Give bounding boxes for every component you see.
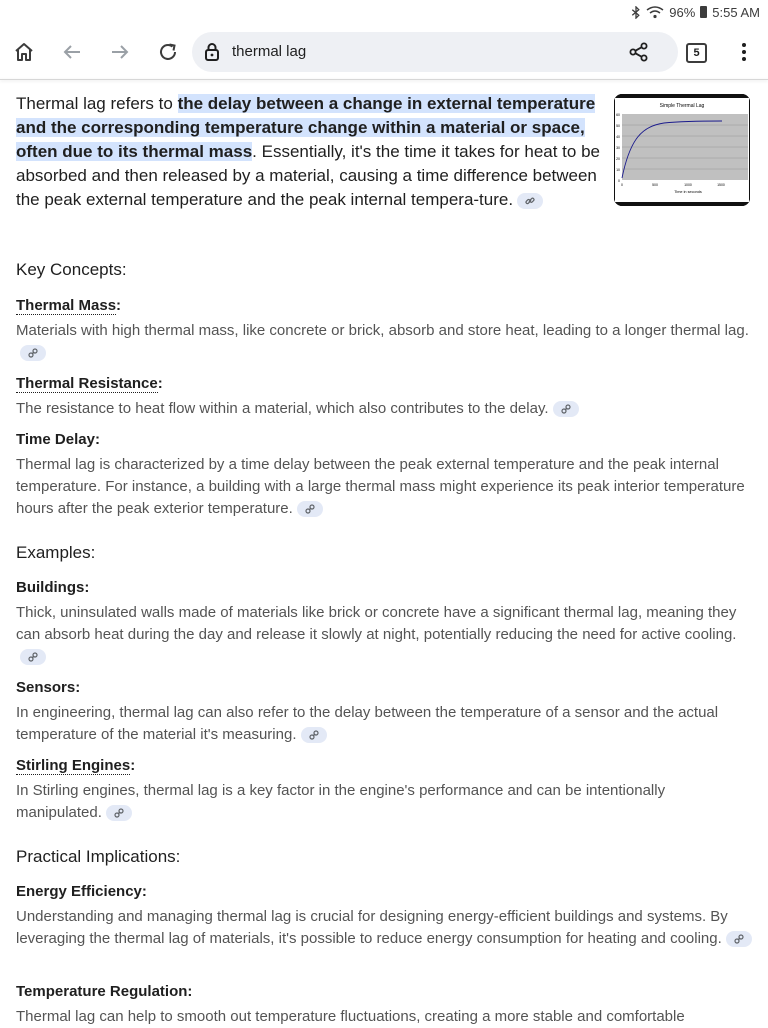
desc-energy-efficiency: Understanding and managing thermal lag is crucial for designing energy-efficient buildings and systems. By leveraging the thermal lag of materials, it's possible to reduce energy consumption for heating and cooling. [16,906,752,950]
link-icon [309,730,319,740]
desc-buildings: Thick, uninsulated walls made of materials like brick or concrete have a significant thermal lag, meaning they can absorb heat during the day and release it slowly at night, potentially reducing the need for active cooling. [16,602,752,668]
term-time-delay: Time Delay: [16,431,100,448]
thumb-xtick: 1500 [717,183,725,187]
link-icon [561,404,571,414]
section-title-key-concepts: Key Concepts: [16,260,127,279]
term-thermal-resistance[interactable]: Thermal Resistance: [16,375,163,392]
thumb-ytick: 30 [616,146,620,150]
desc-thermal-resistance: The resistance to heat flow within a material, which also contributes to the delay. [16,398,752,420]
desc-thermal-mass: Materials with high thermal mass, like concrete or brick, absorb and store heat, leading to a longer thermal lag. [16,320,752,364]
source-link-chip[interactable] [106,805,132,821]
menu-button[interactable] [728,36,760,68]
term-thermal-mass[interactable]: Thermal Mass: [16,297,122,314]
desc-sensors: In engineering, thermal lag can also refer to the delay between the temperature of a sensor and the actual temperature of the material it's measuring. [16,704,719,743]
thumb-ytick: 40 [616,135,620,139]
term-buildings: Buildings: [16,579,90,596]
link-icon [114,808,124,818]
term-energy-efficiency: Energy Efficiency: [16,883,147,900]
more-vert-icon [741,42,747,62]
thermal-lag-thumbnail[interactable] [614,94,750,206]
desc-temperature-regulation: Thermal lag can help to smooth out temperature fluctuations, creating a more stable and comfortable [16,1008,685,1025]
url-text[interactable]: thermal lag [232,43,307,60]
wifi-icon [646,6,664,19]
battery-icon [700,6,707,18]
reload-button[interactable] [152,36,184,68]
status-bar [0,0,768,24]
thumb-xlabel: Time in seconds [674,190,702,194]
lock-icon [204,42,220,67]
intro-suffix: . Essentially, it's the time it takes for heat to be absorbed and then released by a material, causing a time difference between the peak external temperature and the peak internal tempera-ture. [16,142,600,209]
desc-time-delay: Thermal lag is characterized by a time delay between the peak external temperature and the peak internal temperature. For instance, a building with a large thermal mass might experience its peak interior temperature hours after the peak exterior temperature. [16,456,745,517]
source-link-chip[interactable] [297,501,323,517]
share-icon [628,41,650,63]
thumb-ytick: 60 [616,113,620,117]
link-icon [525,196,535,206]
thumb-ytick: 10 [616,168,620,172]
intro-prefix: Thermal lag refers to [16,94,178,113]
thumb-xtick: 500 [652,183,658,187]
thumb-ytick: 50 [616,124,620,128]
bluetooth-icon [631,6,641,19]
term-sensors: Sensors: [16,679,81,696]
link-icon [734,934,744,944]
source-link-chip[interactable] [517,193,543,209]
battery-percent: 96% [669,4,696,20]
source-link-chip[interactable] [726,931,752,947]
source-link-chip[interactable] [301,727,327,743]
page-content [16,92,754,1025]
section-title-practical-implications: Practical Implications: [16,847,181,866]
home-button[interactable] [8,36,40,68]
thumb-xtick: 0 [621,183,623,187]
clock: 5:55 AM [712,4,760,20]
browser-toolbar [0,26,768,78]
thumb-ytick: 20 [616,157,620,161]
reload-icon [157,41,179,63]
source-link-chip[interactable] [20,345,46,361]
link-icon [28,348,38,358]
term-stirling-engines[interactable]: Stirling Engines: [16,757,136,774]
intro-paragraph [16,92,608,212]
home-icon [13,41,35,63]
desc-stirling-engines: In Stirling engines, thermal lag is a key factor in the engine's performance and can be intentionally manipulated. [16,782,666,821]
toolbar-divider [0,79,768,80]
source-link-chip[interactable] [553,401,579,417]
source-link-chip[interactable] [20,649,46,665]
back-button[interactable] [56,36,88,68]
forward-button[interactable] [104,36,136,68]
tab-switcher-button[interactable]: 5 [686,43,707,63]
thumb-xtick: 1000 [684,183,692,187]
thumb-title: Simple Thermal Lag [659,103,705,109]
term-temperature-regulation: Temperature Regulation: [16,983,193,1000]
section-title-examples: Examples: [16,543,96,562]
share-button[interactable] [628,41,650,68]
link-icon [28,652,38,662]
arrow-left-icon [61,41,83,63]
intro-highlight: the delay between a change in external temperature and the corresponding temperature change within a material or space, often due to its thermal mass [16,94,596,161]
address-bar[interactable] [192,32,678,72]
link-icon [305,504,315,514]
thumb-ytick: 0 [618,179,620,183]
arrow-right-icon [109,41,131,63]
